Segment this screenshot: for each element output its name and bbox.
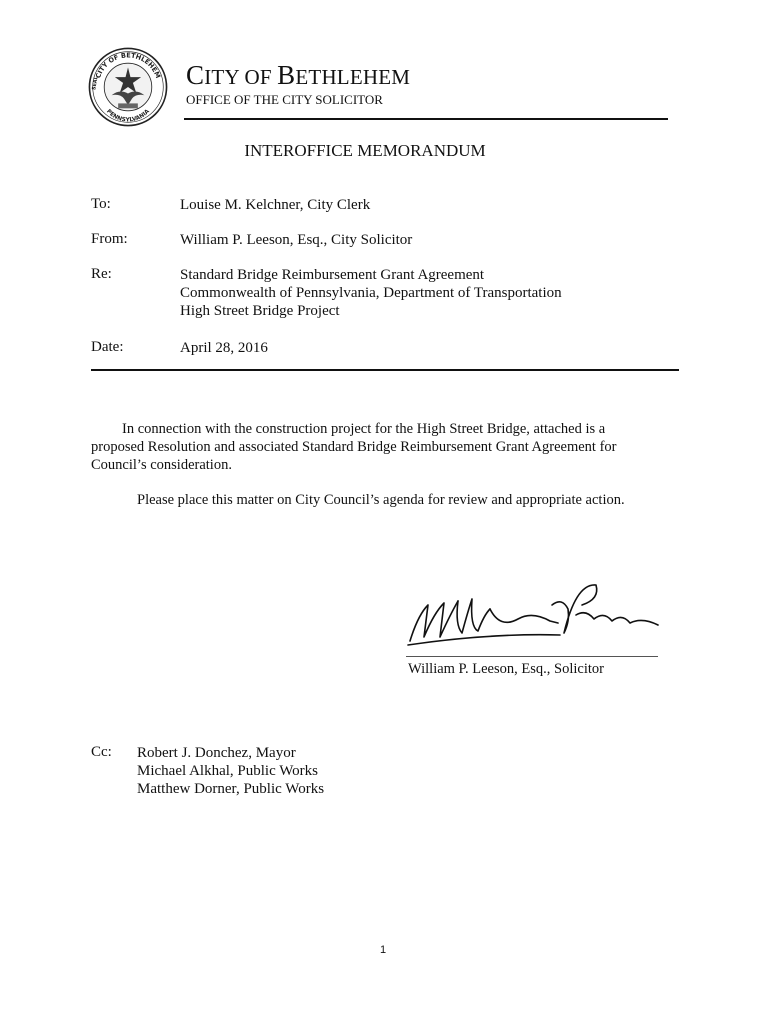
svg-text:PENNSYLVANIA: PENNSYLVANIA	[105, 108, 151, 124]
signature-line	[406, 656, 658, 657]
date-value: April 28, 2016	[180, 340, 268, 356]
page-number: 1	[379, 944, 387, 956]
cc-recipient: Robert J. Donchez, Mayor	[137, 745, 296, 761]
cc-recipient: Matthew Dorner, Public Works	[137, 781, 325, 797]
signature-name: William P. Leeson, Esq., Solicitor	[408, 661, 604, 677]
to-label: To:	[91, 196, 111, 212]
re-label: Re:	[91, 266, 112, 282]
to-value: Louise M. Kelchner, City Clerk	[180, 197, 371, 213]
date-label: Date:	[91, 339, 124, 355]
re-line: High Street Bridge Project	[180, 303, 340, 319]
cc-recipient: Michael Alkhal, Public Works	[137, 763, 318, 779]
svg-text:CITY OF BETHLEHEM: CITY OF BETHLEHEM	[93, 51, 163, 80]
from-label: From:	[91, 231, 128, 247]
city-seal-logo	[87, 46, 169, 128]
body-paragraph-1: In connection with the construction project for the High Street Bridge, attached is a proposed Resolution and associated Standard Bridge Reimbursement Grant Agreement for Council’s consideration.	[91, 421, 617, 473]
cc-label: Cc:	[91, 744, 112, 760]
memo-title: INTEROFFICE MEMORANDUM	[244, 141, 486, 160]
re-line: Commonwealth of Pennsylvania, Department of Transportation	[180, 285, 562, 301]
office-subtitle: OFFICE OF THE CITY SOLICITOR	[186, 92, 383, 107]
svg-text:SEAL: SEAL	[91, 75, 100, 91]
re-value	[180, 266, 562, 320]
re-line: Standard Bridge Reimbursement Grant Agreement	[180, 267, 485, 283]
body-paragraph-2: Please place this matter on City Council’s agenda for review and appropriate action.	[137, 492, 625, 508]
header-divider	[184, 118, 668, 120]
section-divider	[91, 369, 679, 371]
handwritten-signature	[400, 575, 670, 655]
from-value: William P. Leeson, Esq., City Solicitor	[180, 232, 413, 248]
organization-title: CITY OF BETHLEHEM	[186, 60, 411, 90]
cc-list	[137, 744, 324, 798]
